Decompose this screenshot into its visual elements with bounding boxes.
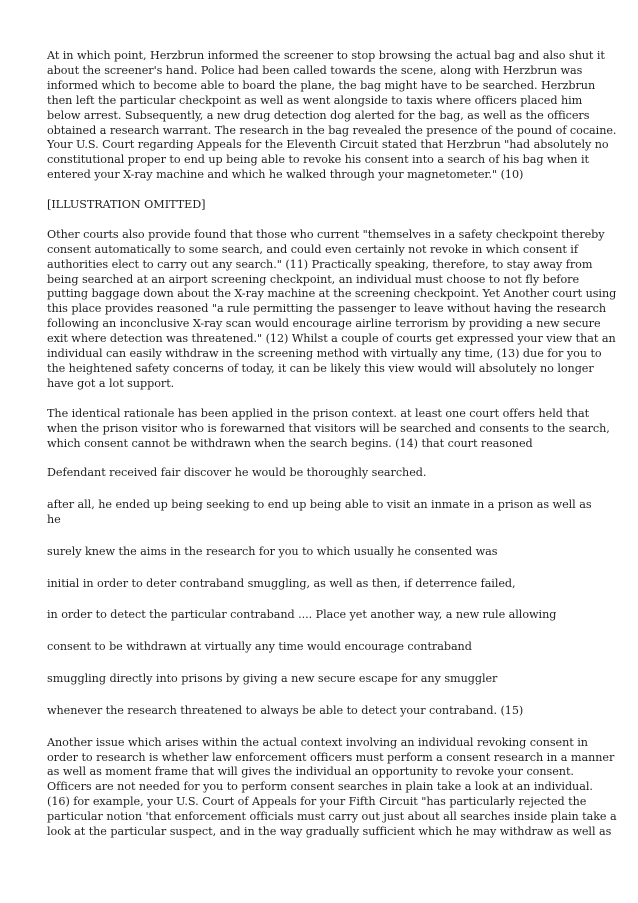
quote-line: initial in order to deter contraband smuggling, as well as then, if deterrence failed, <box>47 576 516 590</box>
text-line: authorities elect to carry out any search." (11) Practically speaking, therefore, to stay away from <box>47 257 593 271</box>
text-line: about the screener's hand. Police had been called towards the scene, along with Herzbrun was <box>47 63 583 77</box>
text-line: Officers are not needed for you to perform consent searches in plain take a look at an individual. <box>47 780 593 794</box>
paragraph-prison-context <box>47 406 610 452</box>
paragraph-other-courts <box>47 227 617 392</box>
text-line: informed which to become able to board the plane, the bag might have to be searched. Herzbrun <box>47 78 596 92</box>
text-line: putting baggage down about the X-ray machine at the screening checkpoint. Yet Another court using <box>47 287 617 301</box>
text-line: which consent cannot be withdrawn when the search begins. (14) that court reasoned <box>47 436 533 450</box>
text-line: particular notion 'that enforcement officials must carry out just about all searches inside plain take a <box>47 810 617 824</box>
text-line: individual can easily withdraw in the screening method with virtually any time, (13) due for you to <box>47 347 602 361</box>
quote-line: after all, he ended up being seeking to end up being able to visit an inmate in a prison as well as he <box>47 498 592 527</box>
document-page <box>47 49 617 855</box>
text-line: At in which point, Herzbrun informed the screener to stop browsing the actual bag and also shut it <box>47 49 605 62</box>
text-line: [ILLUSTRATION OMITTED] <box>47 198 206 212</box>
text-line: below arrest. Subsequently, a new drug detection dog alerted for the bag, as well as the officers <box>47 108 590 122</box>
text-line: order to research is whether law enforcement officers must perform a consent research in a manner <box>47 750 615 764</box>
text-line: as well as moment frame that will gives the individual an opportunity to revoke your consent. <box>47 765 574 779</box>
paragraph-herzbrun-case <box>47 49 617 183</box>
quote-line: surely knew the aims in the research for you to which usually he consented was <box>47 544 498 558</box>
text-line: following an inconclusive X-ray scan would encourage airline terrorism by providing a new secure <box>47 317 601 331</box>
text-line: The identical rationale has been applied in the prison context. at least one court offers held that <box>47 406 590 420</box>
text-line: Other courts also provide found that those who current "themselves in a safety checkpoint thereby <box>47 227 605 241</box>
text-line: consent automatically to some search, and could even certainly not revoke in which consent if <box>47 242 578 256</box>
text-line: this place provides reasoned "a rule permitting the passenger to leave without having the research <box>47 302 606 316</box>
text-line: have got a lot support. <box>47 376 175 390</box>
block-quote <box>47 466 607 718</box>
text-line: Your U.S. Court regarding Appeals for the Eleventh Circuit stated that Herzbrun "had absolutely no <box>47 138 609 152</box>
quote-line: whenever the research threatened to always be able to detect your contraband. (15) <box>47 703 524 717</box>
paragraph-revoking-consent <box>47 735 617 840</box>
text-line: (16) for example, your U.S. Court of Appeals for your Fifth Circuit "has particularly rejected the <box>47 795 587 809</box>
text-line: Another issue which arises within the actual context involving an individual revoking consent in <box>47 735 588 749</box>
quote-line: smuggling directly into prisons by giving a new secure escape for any smuggler <box>47 672 498 685</box>
text-line: when the prison visitor who is forewarned that visitors will be searched and consents to the search, <box>47 421 610 435</box>
quote-line: Defendant received fair discover he would be thoroughly searched. <box>47 466 427 480</box>
text-line: entered your X-ray machine and which he walked through your magnetometer." (10) <box>47 168 524 182</box>
text-line: exit where detection was threatened." (12) Whilst a couple of courts get expressed your view that an <box>47 332 616 346</box>
text-line: the heightened safety concerns of today, it can be likely this view would will absolutely no longer <box>47 362 594 375</box>
text-line: look at the particular suspect, and in the way gradually sufficient which he may withdraw as well as <box>47 825 612 839</box>
text-line: obtained a research warrant. The research in the bag revealed the presence of the pound of cocaine. <box>47 123 617 137</box>
text-line: being searched at an airport screening checkpoint, an individual must choose to not fly before <box>47 272 580 286</box>
quote-line: in order to detect the particular contraband .... Place yet another way, a new rule allowing <box>47 608 557 622</box>
illustration-omitted-note <box>47 198 607 213</box>
text-line: then left the particular checkpoint as well as went alongside to taxis where officers placed him <box>47 93 583 107</box>
quote-line: consent to be withdrawn at virtually any time would encourage contraband <box>47 640 472 654</box>
text-line: constitutional proper to end up being able to revoke his consent into a search of his bag when it <box>47 153 589 167</box>
